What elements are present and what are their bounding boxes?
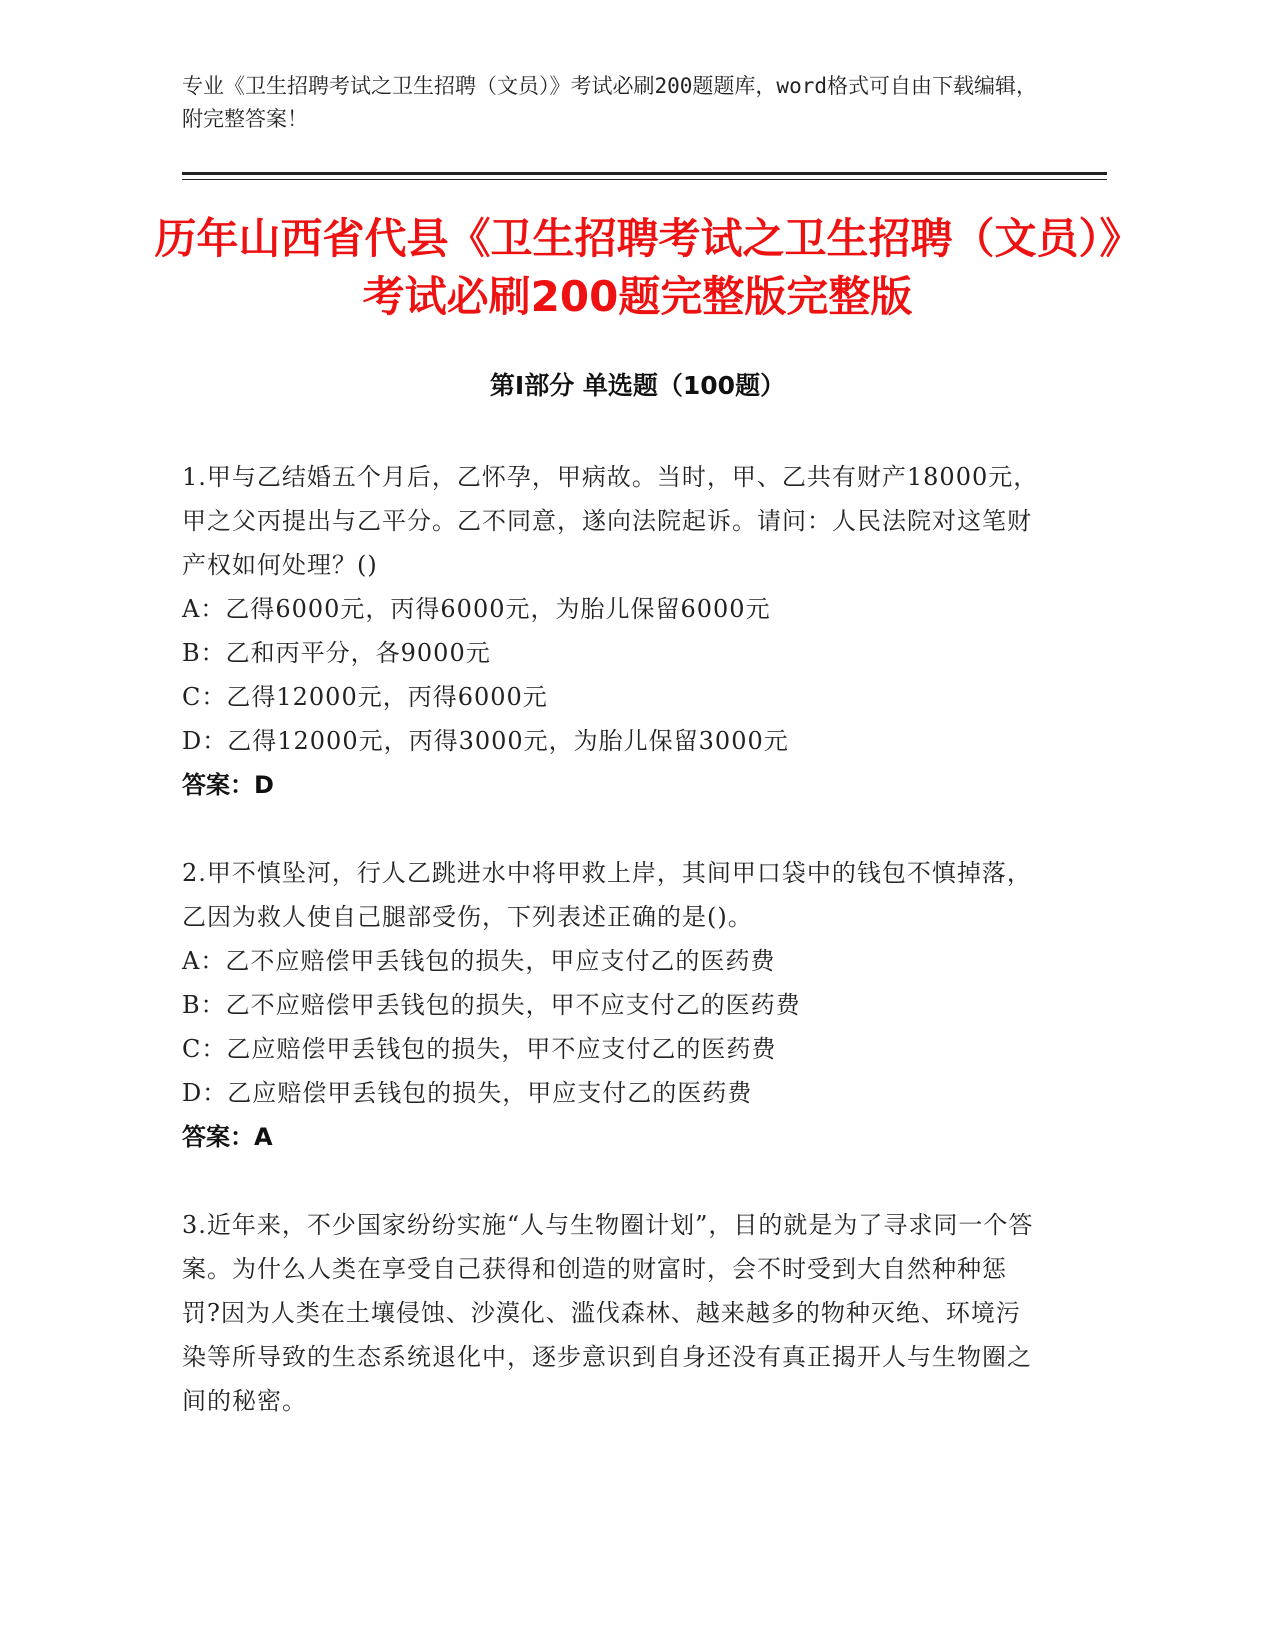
header-divider-thick	[182, 172, 1107, 175]
option-b: B：乙不应赔偿甲丢钱包的损失，甲不应支付乙的医药费	[182, 991, 801, 1019]
answer: 答案：D	[182, 771, 274, 799]
question-stem: 3.近年来，不少国家纷纷实施“人与生物圈计划”，目的就是为了寻求同一个答案。为什么人类在享受自己获得和创造的财富时，会不时受到大自然种种惩罚?因为人类在土壤侵蚀、沙漠化、滥伐森林、越来越多的物种灭绝、环境污染等所导致的生态系统退化中，逐步意识到自身还没有真正揭开人与生物圈之间的秘密。	[182, 1211, 1034, 1415]
question-3	[182, 1203, 1042, 1423]
question-stem: 1.甲与乙结婚五个月后，乙怀孕，甲病故。当时，甲、乙共有财产18000元，甲之父丙提出与乙平分。乙不同意，遂向法院起诉。请问：人民法院对这笔财产权如何处理？()	[182, 463, 1039, 579]
option-d: D：乙得12000元，丙得3000元，为胎儿保留3000元	[182, 727, 789, 755]
header-divider-thin	[182, 179, 1107, 180]
question-stem: 2.甲不慎坠河，行人乙跳进水中将甲救上岸，其间甲口袋中的钱包不慎掉落，乙因为救人使自己腿部受伤，下列表述正确的是()。	[182, 859, 1032, 931]
section-title: 第Ⅰ部分 单选题（100题）	[489, 371, 786, 400]
header-note: 专业《卫生招聘考试之卫生招聘（文员）》考试必刷200题题库，word格式可自由下载编辑，附完整答案！	[182, 74, 1037, 131]
option-c: C：乙应赔偿甲丢钱包的损失，甲不应支付乙的医药费	[182, 1035, 777, 1063]
option-a: A：乙得6000元，丙得6000元，为胎儿保留6000元	[182, 595, 771, 623]
option-b: B：乙和丙平分，各9000元	[182, 639, 491, 667]
option-c: C：乙得12000元，丙得6000元	[182, 683, 548, 711]
option-a: A：乙不应赔偿甲丢钱包的损失，甲应支付乙的医药费	[182, 947, 776, 975]
question-1	[182, 455, 1042, 807]
option-d: D：乙应赔偿甲丢钱包的损失，甲应支付乙的医药费	[182, 1079, 753, 1107]
document-title: 历年山西省代县《卫生招聘考试之卫生招聘（文员）》考试必刷200题完整版完整版	[154, 214, 1121, 321]
answer: 答案：A	[182, 1123, 273, 1151]
question-2	[182, 851, 1042, 1159]
question-list	[182, 455, 1042, 1467]
